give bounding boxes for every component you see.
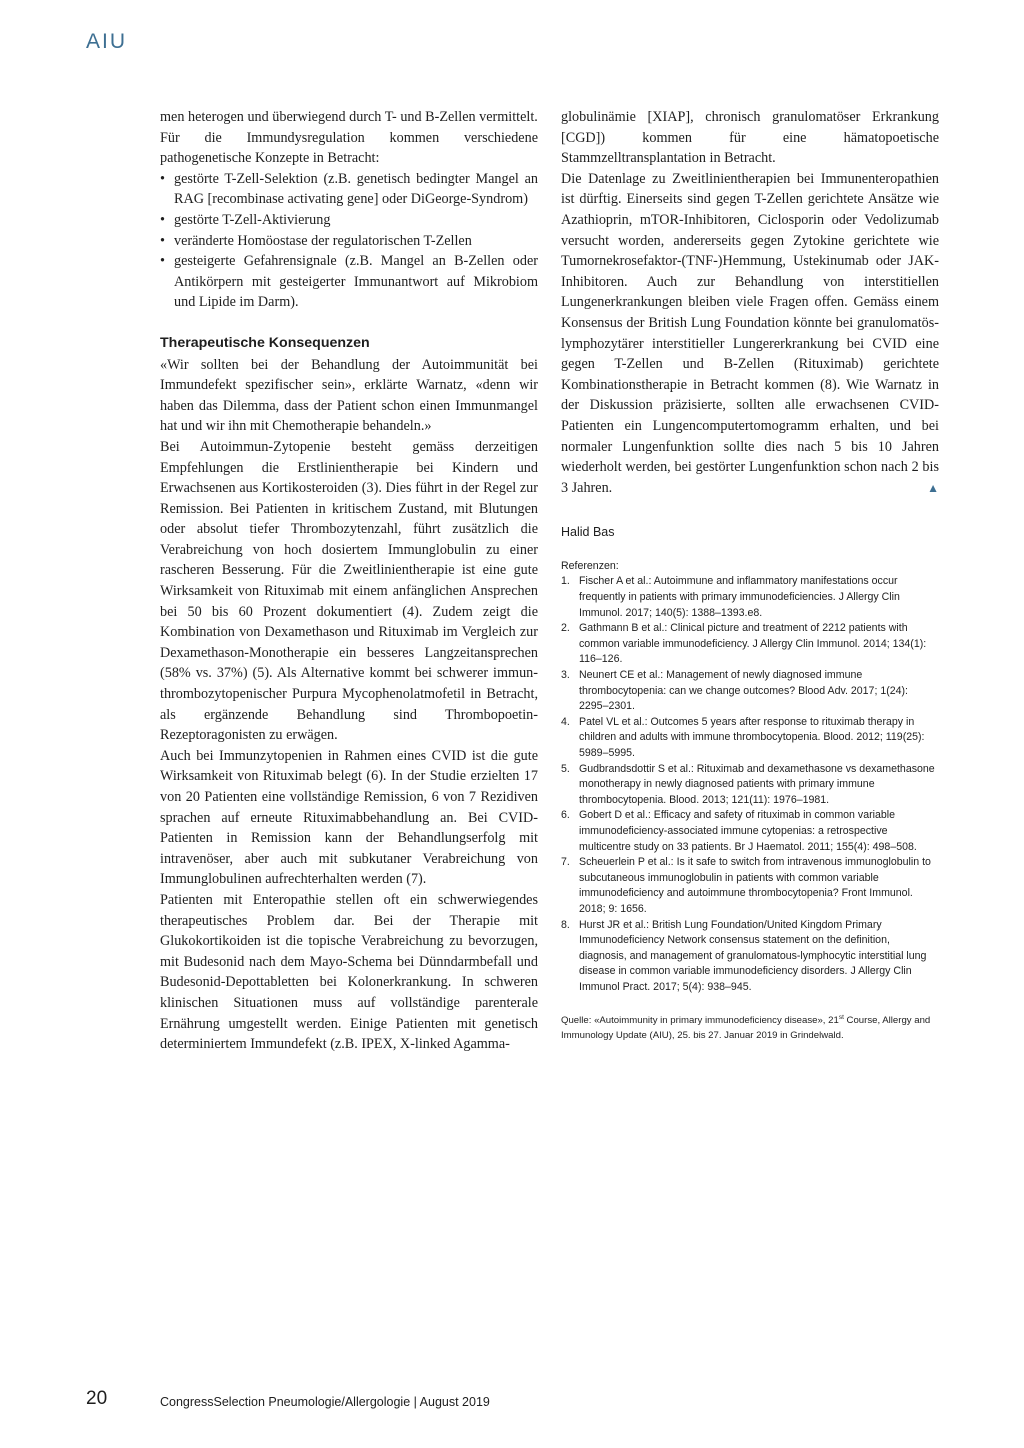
end-triangle-icon: ▲ bbox=[927, 480, 939, 495]
reference-number: 3. bbox=[561, 669, 570, 682]
reference-number: 8. bbox=[561, 918, 570, 931]
bullet-item: • veränderte Homöostase der regulatorischen T-Zellen bbox=[160, 231, 538, 252]
bullet-item: • gestörte T-Zell-Aktivierung bbox=[160, 210, 538, 231]
paragraph: Für die Immundysregulation kommen verschiedene pathogenetische Konzepte in Betracht: bbox=[160, 129, 538, 167]
reference-item bbox=[561, 621, 939, 668]
bullet-item: • gestörte T-Zell-Selektion (z.B. genetisch bedingter Mangel an RAG [recombinase activating gene] oder DiGeorge-Syndrom) bbox=[160, 169, 538, 210]
reference-number: 2. bbox=[561, 622, 570, 635]
reference-item bbox=[561, 715, 939, 762]
paragraph: «Wir sollten bei der Behandlung der Autoimmunität bei Immundefekt spezifischer sein», erklärte Warnatz, «denn wir haben das Dilemma, dass der Patient schon einen Immunmangel hat und wir ihn mit Chemotherapie behandeln.» bbox=[160, 356, 538, 435]
paragraph: globulinämie [XIAP], chronisch granulomatöser Erkrankung [CGD]) kommen für eine hämatopoetische Stammzelltransplantation in Betracht. bbox=[561, 109, 939, 167]
reference-item bbox=[561, 808, 939, 855]
bullet-list bbox=[160, 169, 538, 313]
reference-item bbox=[561, 574, 939, 621]
section-tag: AIU bbox=[86, 30, 128, 53]
reference-number: 1. bbox=[561, 575, 570, 588]
left-column bbox=[160, 107, 538, 1055]
right-column bbox=[561, 107, 939, 1044]
paragraph: Patienten mit Enteropathie stellen oft ein schwerwiegendes therapeutisches Problem dar. Bei der Therapie mit Glukokortikoiden ist die topische Verabreichung zu bevorzugen, mit Budesonid nach dem Mayo-Schema bei Dünndarmbefall und Budesonid-Depottabletten bei Kolonerkrankung. In schweren klinischen Situationen muss auf vollständige parenterale Ernährung umgestellt werden. Einige Patienten mit genetisch determiniertem Immundefekt (z.B. IPEX, X-linked Agamma- bbox=[160, 891, 538, 1053]
source-note bbox=[561, 1010, 939, 1044]
paragraph: Auch bei Immunzytopenien in Rahmen eines CVID ist die gute Wirksamkeit von Rituximab belegt (6). In der Studie erzielten 17 von 20 Patienten eine vollständige Remission, 6 von 7 Rezidiven sprachen auf erneute Rituximabbehandlung an. Bei CVID-Patienten in Remission kann der Behandlungserfolg mit intravenöser, aber auch mit subkutaner Verabreichung von Immunglobulinen aufrechterhalten werden (7). bbox=[160, 747, 538, 888]
reference-text: Hurst JR et al.: British Lung Foundation/United Kingdom Primary Immunodeficiency Network consensus statement on the definition, diagnosis, and management of granulomatous-lymphocytic interstitial lung disease in common variable immunodeficiency disorders. J Allergy Clin Immunol Pract. 2017; 5(4): 938–945. bbox=[579, 918, 927, 993]
reference-text: Gobert D et al.: Efficacy and safety of rituximab in common variable immunodeficiency-associated immune cytopenias: a retrospective multicentre study on 33 patients. Br J Haematol. 2011; 155(4): 498–508. bbox=[579, 809, 917, 853]
source-superscript: st bbox=[838, 1013, 844, 1021]
reference-item bbox=[561, 918, 939, 996]
reference-text: Scheuerlein P et al.: Is it safe to switch from intravenous immunoglobulin to subcutaneous immunoglobulin in patients with common variable immunodeficiency and autoimmune thrombocytopenia? Front Immunol. 2018; 9: 1656. bbox=[579, 856, 931, 915]
paragraph: men heterogen und überwiegend durch T- und B-Zellen vermittelt. bbox=[160, 109, 538, 125]
source-text-end: Course, Allergy and Immunology Update (AIU), 25. bis 27. Januar 2019 in Grindelwald. bbox=[561, 1014, 931, 1042]
reference-number: 6. bbox=[561, 809, 570, 822]
page-number: 20 bbox=[86, 1388, 108, 1409]
reference-text: Patel VL et al.: Outcomes 5 years after response to rituximab therapy in children and adults with immune thrombocytopenia. Blood. 2012; 119(25): 5989–5995. bbox=[579, 715, 925, 759]
references-label: Referenzen: bbox=[561, 559, 619, 572]
reference-item bbox=[561, 668, 939, 715]
publication-title: CongressSelection Pneumologie/Allergologie | August 2019 bbox=[160, 1395, 490, 1409]
reference-item bbox=[561, 855, 939, 917]
reference-number: 5. bbox=[561, 762, 570, 775]
reference-text: Fischer A et al.: Autoimmune and inflammatory manifestations occur frequently in patients with primary immunodeficiencies. J Allergy Clin Immunol. 2017; 140(5): 1388–1393.e8. bbox=[579, 575, 900, 619]
reference-number: 4. bbox=[561, 715, 570, 728]
reference-item bbox=[561, 762, 939, 809]
paragraph-text: Die Datenlage zu Zweitlinientherapien bei Immunenteropathien ist dürftig. Einerseits sind gegen T-Zellen gerichtete Ansätze wie Azathioprin, mTOR-Inhibitoren, Ciclosporin oder Vedolizumab versucht worden, andererseits gegen Zytokine gerichtete wie Tumornekrosefaktor-(TNF-)Hemmung, Ustekinumab oder JAK-Inhibitoren. Auch zur Behandlung von interstitiellen Lungenerkrankungen bleiben viele Fragen offen. Gemäss einem Konsensus der British Lung Foundation könnte bei granulomatös-lymphozytärer interstitieller Lungererkrankung bei CVID eine gegen T-Zellen und B-Zellen (Rituximab) gerichtete Kombinationstherapie in Betracht kommen (8). Wie Warnatz in der Diskussion präzisierte, sollten alle erwachsenen CVID-Patienten ein Lungencomputertomogramm erhalten, und bei normaler Lungenfunktion sollte dies nach 5 bis 10 Jahren wiederholt werden, bei gestörter Lungenfunktion schon nach 2 bis 3 Jahren. bbox=[561, 170, 939, 496]
bullet-item: • gesteigerte Gefahrensignale (z.B. Mangel an B-Zellen oder Antikörpern mit gesteigerter Immunantwort auf Mikrobiom und Lipide im Darm). bbox=[160, 251, 538, 313]
reference-text: Neunert CE et al.: Management of newly diagnosed immune thrombocytopenia: can we change outcomes? Blood Adv. 2017; 1(24): 2295–2301. bbox=[579, 669, 909, 713]
source-text: Quelle: «Autoimmunity in primary immunodeficiency disease», 21 bbox=[561, 1014, 839, 1026]
paragraph: Bei Autoimmun-Zytopenie besteht gemäss derzeitigen Empfehlungen die Erstlinientherapie bei Kindern und Erwachsenen aus Kortikosteroiden (3). Dies führt in der Regel zur Remission. Bei Patienten in kritischem Zustand, mit Blutungen oder absolut tiefer Thrombozytenzahl, führt zusätzlich die Verabreichung von hoch dosiertem Immunglobulin zu einer rascheren Besserung. Für die Zweitlinientherapie ist eine gute Wirksamkeit von Rituximab mit einem anfänglichen Ansprechen bei 50 bis 60 Prozent dokumentiert (4). Zudem zeigt die Kombination von Dexamethason und Rituximab im Vergleich zur Dexamethason-Monotherapie ein besseres Langzeitansprechen (58% vs. 37%) (5). Als Alternative kommt bei schwerer immun-thrombozytopenischer Purpura Mycophenolatmofetil in Betracht, als ergänzende Behandlung sind Thrombopoetin-Rezeptoragonisten zu erwägen. bbox=[160, 438, 538, 744]
section-heading: Therapeutische Konsequenzen bbox=[160, 334, 370, 351]
reference-text: Gudbrandsdottir S et al.: Rituximab and dexamethasone vs dexamethasone monotherapy in newly diagnosed patients with primary immune thrombocytopenia. Blood. 2013; 121(11): 1976–1981. bbox=[579, 762, 935, 806]
references-list bbox=[561, 574, 939, 995]
author-name: Halid Bas bbox=[561, 525, 615, 540]
reference-text: Gathmann B et al.: Clinical picture and treatment of 2212 patients with common variable immunodeficiency. J Allergy Clin Immunol. 2014; 134(1): 116–126. bbox=[579, 622, 927, 666]
reference-number: 7. bbox=[561, 856, 570, 869]
paragraph bbox=[561, 169, 939, 499]
